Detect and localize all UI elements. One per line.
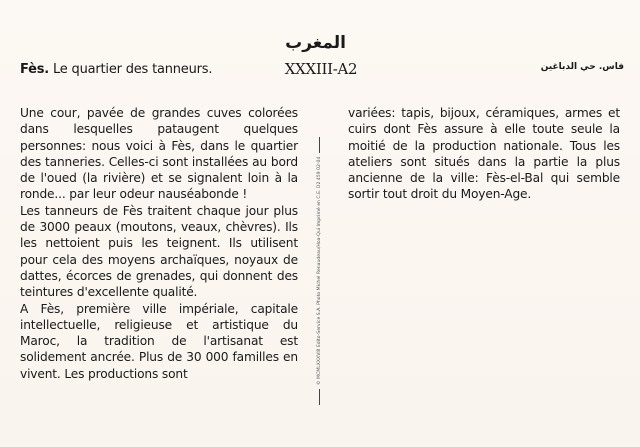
arabic-caption: فاس. حي الدباغين <box>540 62 624 72</box>
paragraph: variées: tapis, bijoux, céramiques, armes et cuirs dont Fès assure à elle toute seule la moitié de la production nationale. Tous les ateliers sont situés dans la partie la plus ancienne de la ville: Fès-el-Bal qui semble sortir tout droit du Moyen-Age. <box>348 106 620 202</box>
imprint-rule <box>319 389 320 405</box>
reference-code: XXXIII-A2 <box>284 60 358 78</box>
imprint-rule <box>319 137 320 153</box>
arabic-country-title: المغرب <box>285 33 346 53</box>
text-column-right <box>348 105 620 203</box>
paragraph: A Fès, première ville impériale, capitale intellectuelle, religieuse et artistique du Maroc, la tradition de l'artisanat est solidement ancrée. Plus de 30 000 familles en vivent. Les productions sont <box>20 301 298 381</box>
caption-city: Fès. <box>20 62 50 77</box>
imprint-text: © MCMLXXXVIII Edito-Service S.A. Photo Michel Renaudeau/Hoa-Qui Imprimé en C.E. D2 459 02-04 <box>317 156 322 385</box>
caption-description: Le quartier des tanneurs. <box>49 62 213 77</box>
french-caption <box>20 62 212 77</box>
imprint-vertical <box>317 137 322 405</box>
text-column-left <box>20 105 298 382</box>
paragraph: Une cour, pavée de grandes cuves colorées dans lesquelles pataugent quelques personnes: nous voici à Fès, dans le quartier des tanneries. Celles-ci sont installées au bord de l'oued (la rivière) et se signalent loin à la ronde... par leur odeur nauséabonde ! <box>20 106 298 202</box>
paragraph: Les tanneurs de Fès traitent chaque jour plus de 3000 peaux (moutons, veaux, chèvres). Ils les nettoient puis les teignent. Ils utilisent pour cela des moyens archaïques, noyaux de dattes, écorces de grenades, qui donnent des teintures d'excellente qualité. <box>20 203 298 300</box>
